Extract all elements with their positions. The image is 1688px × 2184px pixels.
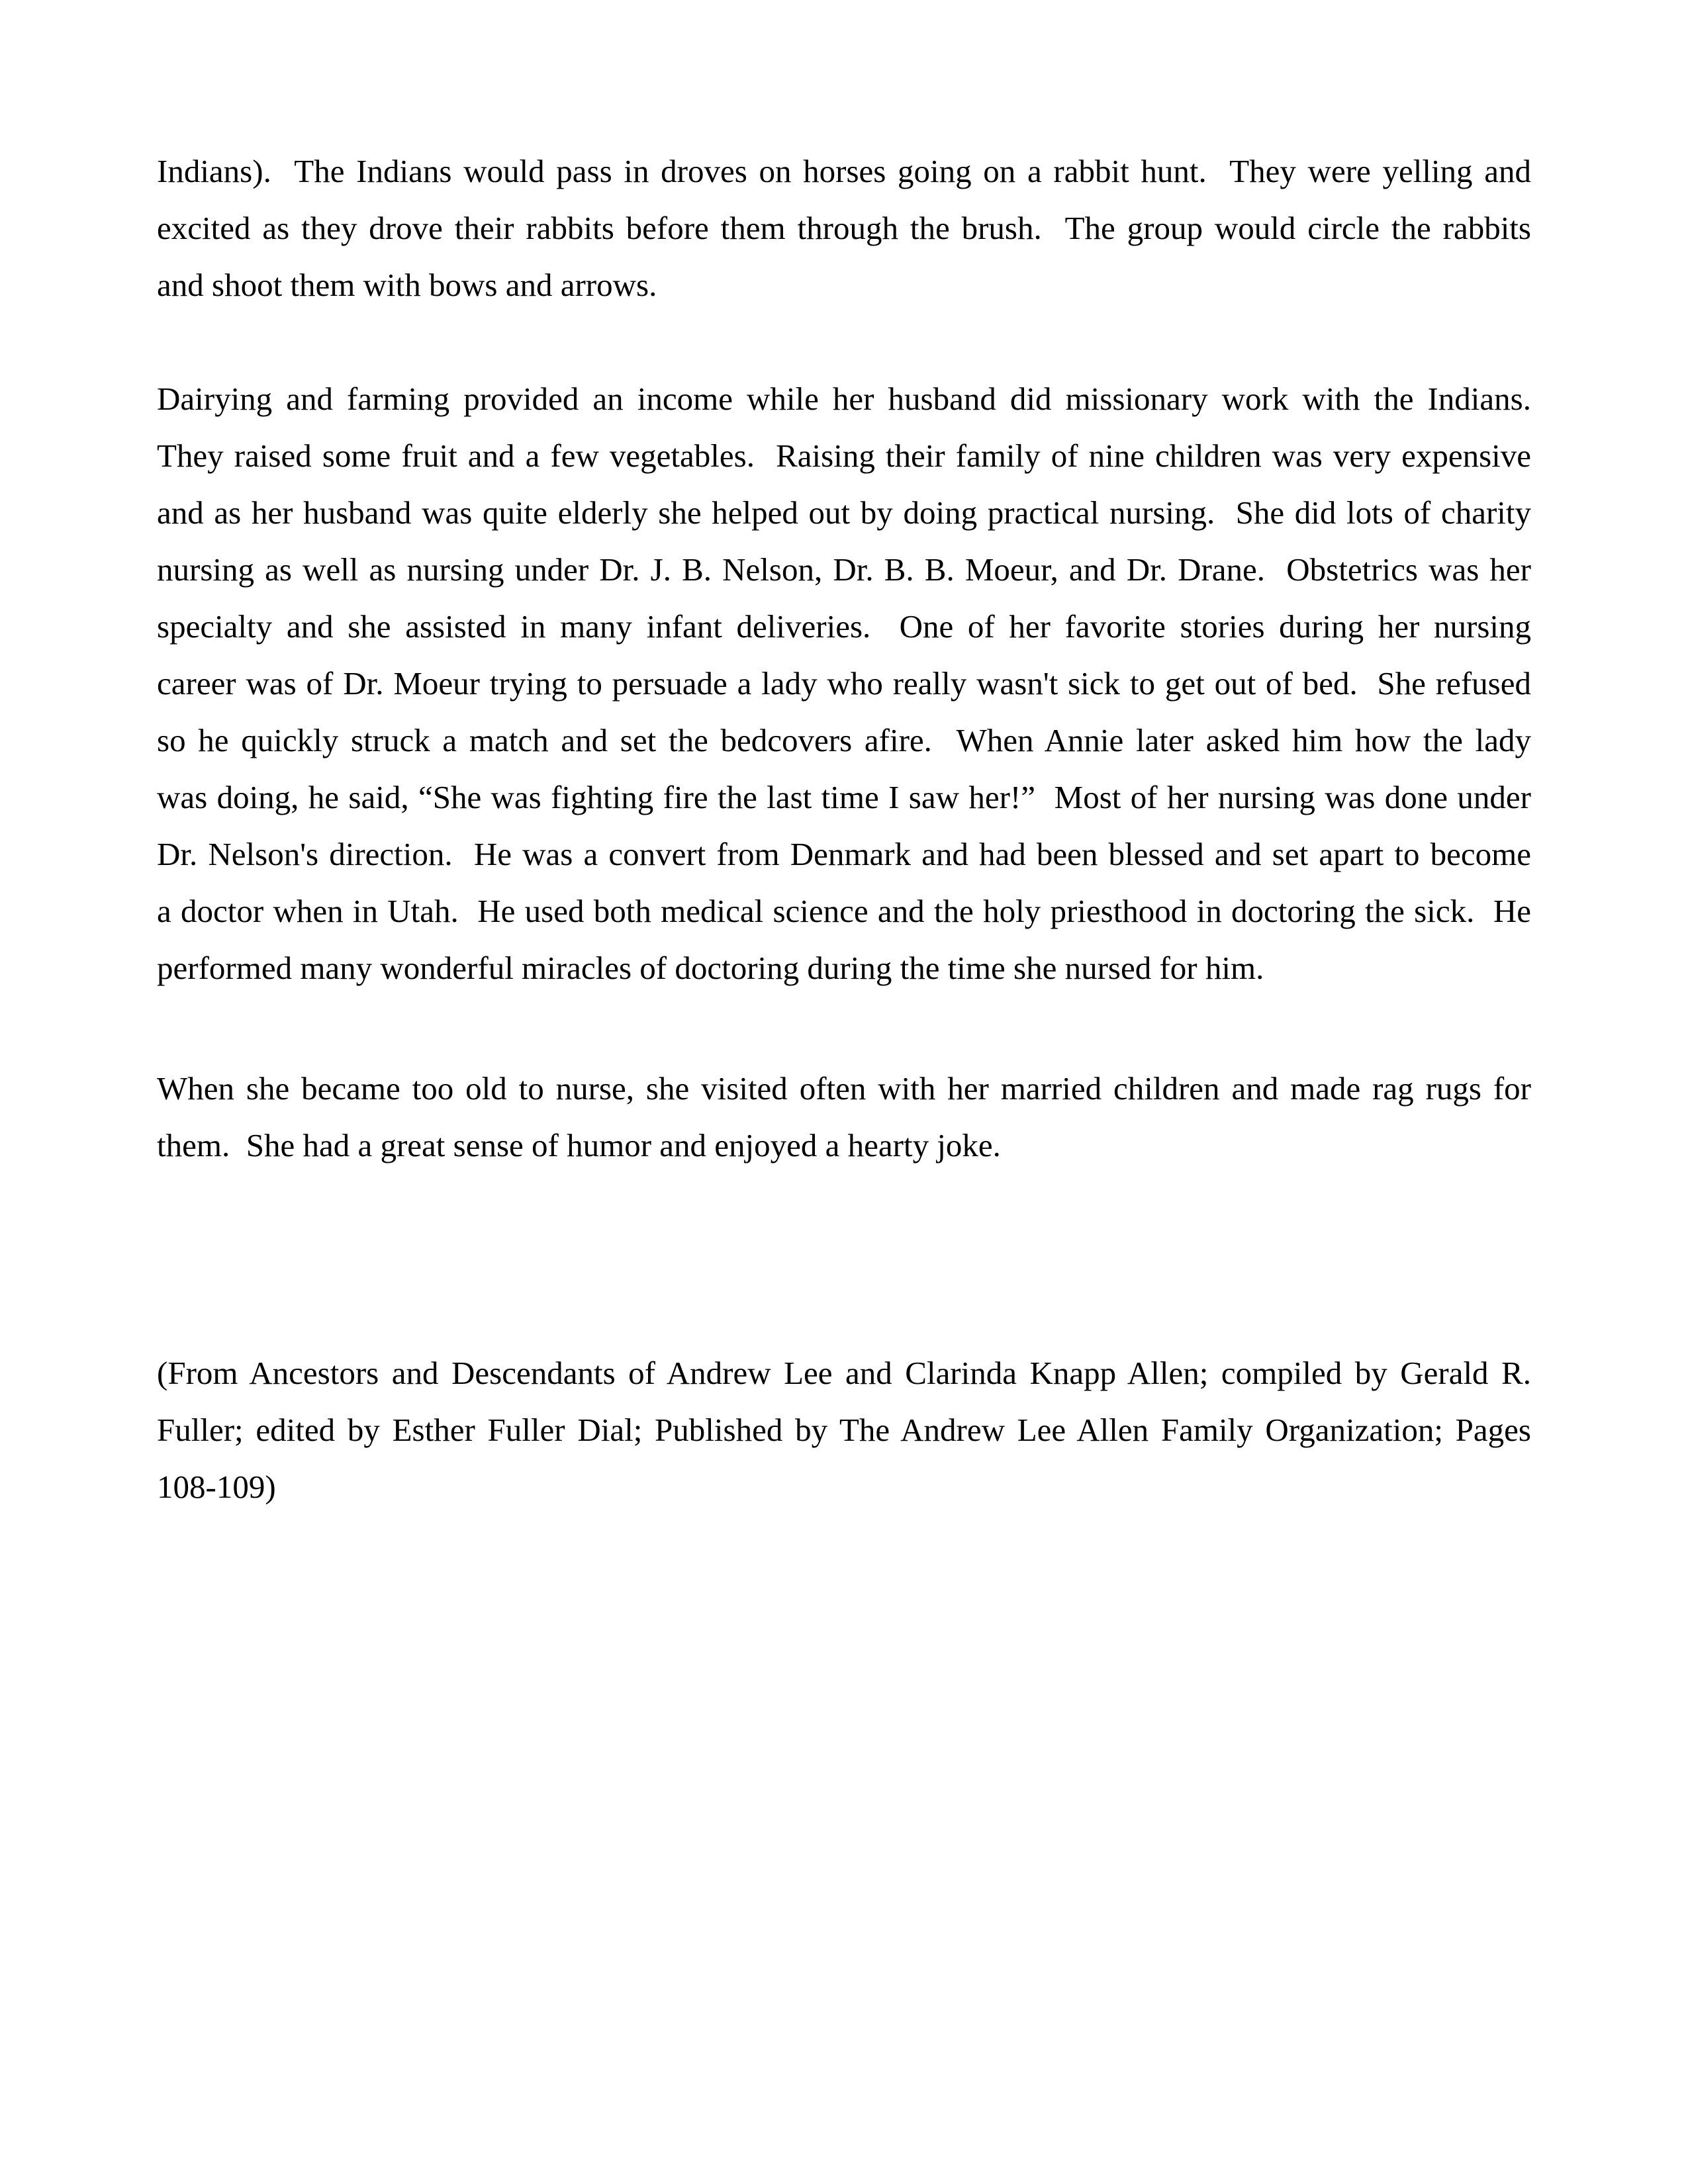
paragraph-nursing-career — [157, 371, 1531, 997]
text-line: Dairying and farming provided an income while her husband did missionary work with the Indians. — [157, 381, 1531, 417]
text-line: They raised some fruit and a few vegetables. Raising their family of nine children was very expensive — [157, 437, 1531, 474]
text-line: career was of Dr. Moeur trying to persuade a lady who really wasn't sick to get out of bed. She refused — [157, 665, 1531, 702]
text-line: and as her husband was quite elderly she helped out by doing practical nursing. She did lots of charity — [157, 494, 1531, 531]
text-line: nursing as well as nursing under Dr. J. B. Nelson, Dr. B. B. Moeur, and Dr. Drane. Obstetrics was her — [157, 551, 1531, 588]
text-line: Indians). The Indians would pass in droves on horses going on a rabbit hunt. They were yelling and — [157, 153, 1531, 189]
text-line: Dr. Nelson's direction. He was a convert from Denmark and had been blessed and set apart to become — [157, 836, 1531, 872]
text-line: performed many wonderful miracles of doctoring during the time she nursed for him. — [157, 950, 1264, 986]
document-text — [157, 143, 1531, 1516]
text-line: Fuller; edited by Esther Fuller Dial; Published by The Andrew Lee Allen Family Organization; Pages — [157, 1412, 1531, 1448]
paragraph-citation — [157, 1345, 1531, 1516]
text-line: them. She had a great sense of humor and enjoyed a hearty joke. — [157, 1127, 1001, 1163]
text-line: so he quickly struck a match and set the bedcovers afire. When Annie later asked him how the lady — [157, 722, 1531, 758]
text-line: and shoot them with bows and arrows. — [157, 267, 657, 303]
paragraph-rabbit-hunt — [157, 143, 1531, 314]
text-line: a doctor when in Utah. He used both medical science and the holy priesthood in doctoring the sick. He — [157, 893, 1531, 929]
text-line: was doing, he said, “She was fighting fire the last time I saw her!” Most of her nursing was done under — [157, 779, 1531, 815]
paragraph-later-years — [157, 1060, 1531, 1174]
text-line: 108-109) — [157, 1469, 276, 1505]
text-line: excited as they drove their rabbits before them through the brush. The group would circle the rabbits — [157, 210, 1531, 246]
text-line: When she became too old to nurse, she visited often with her married children and made rag rugs for — [157, 1070, 1531, 1107]
text-line: (From Ancestors and Descendants of Andrew Lee and Clarinda Knapp Allen; compiled by Gerald R. — [157, 1355, 1531, 1391]
text-line: specialty and she assisted in many infant deliveries. One of her favorite stories during her nursing — [157, 608, 1531, 645]
